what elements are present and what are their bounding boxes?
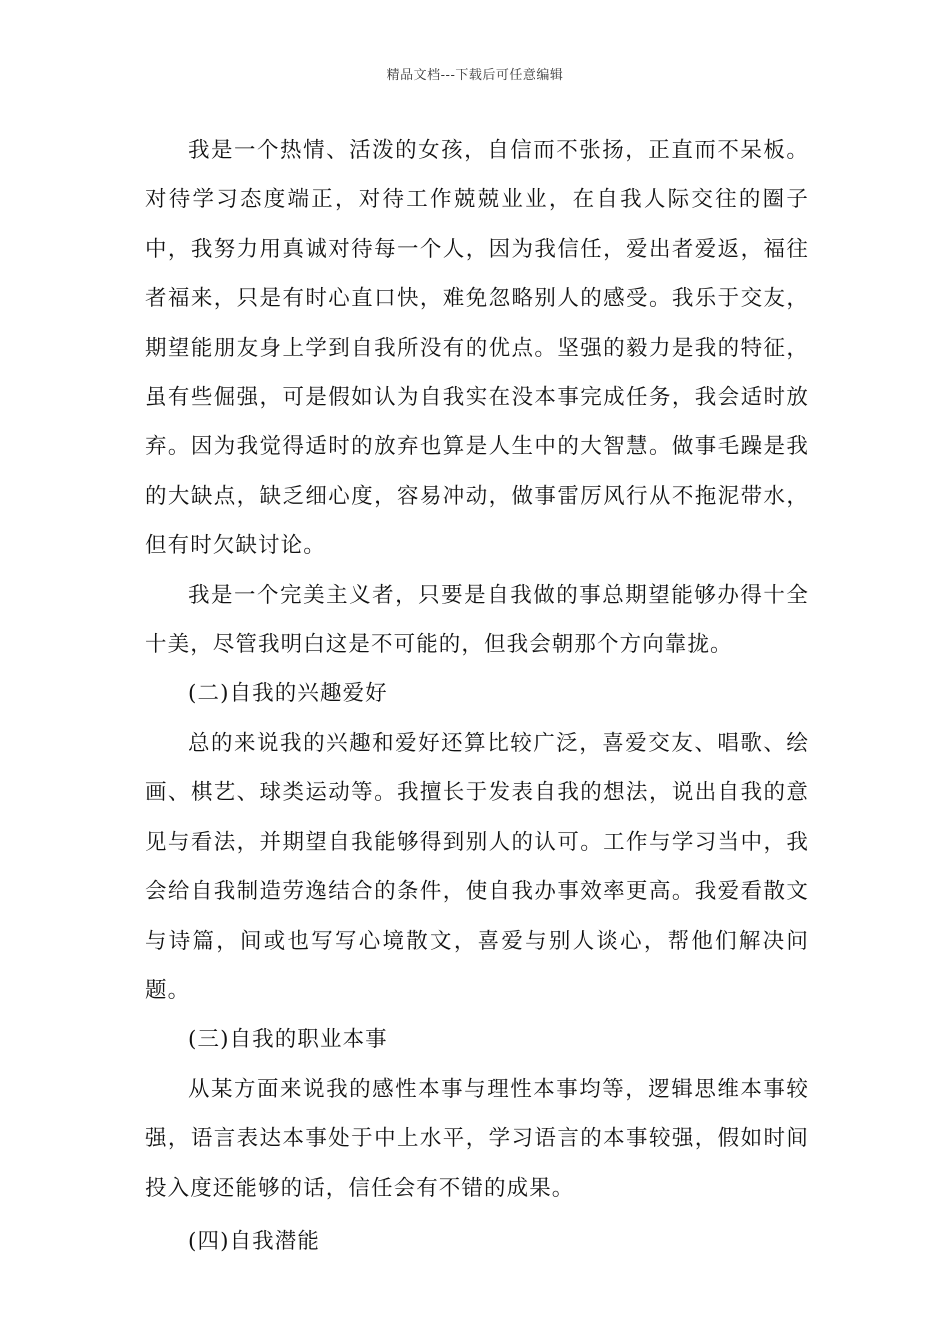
document-body xyxy=(145,126,809,1266)
page-header: 精品文档---下载后可任意编辑 xyxy=(386,68,564,83)
section-heading-interests: (二)自我的兴趣爱好 xyxy=(188,681,388,707)
section-heading-abilities: (三)自我的职业本事 xyxy=(188,1027,388,1053)
paragraph-interests: 总的来说我的兴趣和爱好还算比较广泛，喜爱交友、唱歌、绘画、棋艺、球类运动等。我擅长于发表自我的想法，说出自我的意见与看法，并期望自我能够得到别人的认可。工作与学习当中，我会给自我制造劳逸结合的条件，使自我办事效率更高。我爱看散文与诗篇，间或也写写心境散文，喜爱与别人谈心，帮他们解决问题。 xyxy=(145,730,809,1003)
paragraph-personality: 我是一个热情、活泼的女孩，自信而不张扬，正直而不呆板。对待学习态度端正，对待工作兢兢业业，在自我人际交往的圈子中，我努力用真诚对待每一个人，因为我信任，爱出者爱返，福往者福来，只是有时心直口快，难免忽略别人的感受。我乐于交友，期望能朋友身上学到自我所没有的优点。坚强的毅力是我的特征，虽有些倔强，可是假如认为自我实在没本事完成任务，我会适时放弃。因为我觉得适时的放弃也算是人生中的大智慧。做事毛躁是我的大缺点，缺乏细心度，容易冲动，做事雷厉风行从不拖泥带水，但有时欠缺讨论。 xyxy=(145,138,809,559)
section-heading-potential: (四)自我潜能 xyxy=(188,1228,320,1254)
paragraph-abilities: 从某方面来说我的感性本事与理性本事均等，逻辑思维本事较强，语言表达本事处于中上水平，学习语言的本事较强，假如时间投入度还能够的话，信任会有不错的成果。 xyxy=(145,1076,809,1201)
paragraph-perfectionist: 我是一个完美主义者，只要是自我做的事总期望能够办得十全十美，尽管我明白这是不可能的，但我会朝那个方向靠拢。 xyxy=(145,582,809,658)
